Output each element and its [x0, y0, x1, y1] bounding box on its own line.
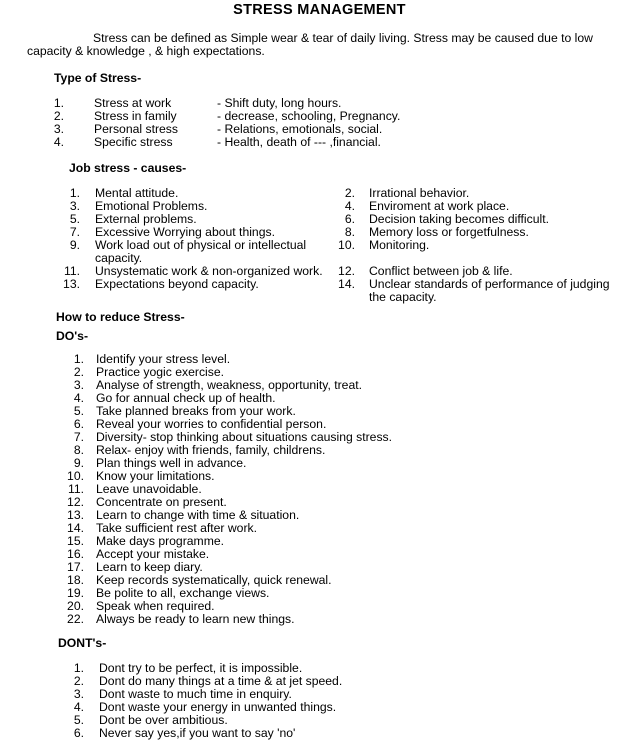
- do-item-number: 8.: [73, 443, 84, 457]
- type-number: 1.: [53, 96, 64, 110]
- job-cause-item: Monitoring.: [369, 238, 430, 252]
- do-item-number: 9.: [73, 456, 84, 470]
- type-description: - Shift duty, long hours.: [217, 96, 342, 110]
- job-cause-number: 13.: [63, 277, 80, 291]
- job-cause-number: 1.: [69, 186, 80, 200]
- type-number: 4.: [53, 135, 64, 149]
- do-item-number: 16.: [67, 547, 84, 561]
- do-item-number: 11.: [67, 482, 84, 496]
- do-item: Learn to change with time & situation.: [96, 508, 300, 522]
- do-item: Concentrate on present.: [96, 495, 227, 509]
- type-name: Stress at work: [94, 96, 172, 110]
- job-cause-number: 2.: [344, 186, 355, 200]
- job-cause-number: 10.: [338, 238, 355, 252]
- do-item-number: 15.: [67, 534, 84, 548]
- job-cause-item: Expectations beyond capacity.: [95, 277, 259, 291]
- do-item: Plan things well in advance.: [96, 456, 247, 470]
- do-item: Practice yogic exercise.: [96, 365, 225, 379]
- do-item: Go for annual check up of health.: [96, 391, 276, 405]
- do-item: Always be ready to learn new things.: [96, 612, 295, 626]
- job-cause-item: Decision taking becomes difficult.: [369, 212, 549, 226]
- job-cause-number: 9.: [69, 238, 80, 252]
- dont-item-number: 2.: [73, 674, 84, 688]
- job-cause-number: 6.: [344, 212, 355, 226]
- do-item-number: 20.: [67, 599, 84, 613]
- dont-item-number: 3.: [73, 687, 84, 701]
- do-item-number: 2.: [73, 365, 84, 379]
- do-item-number: 13.: [67, 508, 84, 522]
- job-cause-item: Unsystematic work & non-organized work.: [95, 264, 323, 278]
- dont-item: Dont be over ambitious.: [99, 713, 228, 727]
- do-item-number: 19.: [67, 586, 84, 600]
- job-cause-item: Memory loss or forgetfulness.: [369, 225, 529, 239]
- do-item-number: 18.: [67, 573, 84, 587]
- type-name: Stress in family: [94, 109, 177, 123]
- job-cause-number: 5.: [69, 212, 80, 226]
- donts-heading: DONT's-: [58, 636, 107, 650]
- do-item-number: 3.: [73, 378, 84, 392]
- type-number: 3.: [53, 122, 64, 136]
- do-item-number: 6.: [73, 417, 84, 431]
- reduce-heading: How to reduce Stress-: [56, 310, 185, 324]
- dont-item: Dont waste to much time in enquiry.: [99, 687, 292, 701]
- do-item-number: 1.: [73, 352, 84, 366]
- type-name: Specific stress: [94, 135, 173, 149]
- dont-item-number: 1.: [73, 661, 84, 675]
- job-cause-item: Emotional Problems.: [95, 199, 208, 213]
- dos-heading: DO's-: [56, 329, 89, 343]
- job-cause-number: 12.: [338, 264, 355, 278]
- do-item: Leave unavoidable.: [96, 482, 202, 496]
- do-item: Learn to keep diary.: [96, 560, 203, 574]
- do-item-number: 14.: [67, 521, 84, 535]
- job-cause-item: Irrational behavior.: [369, 186, 470, 200]
- types-heading: Type of Stress-: [54, 71, 142, 85]
- intro-line-2: capacity & knowledge , & high expectations.: [27, 44, 265, 58]
- do-item: Take planned breaks from your work.: [96, 404, 296, 418]
- job-cause-number: 11.: [63, 264, 80, 278]
- do-item: Identify your stress level.: [96, 352, 231, 366]
- type-number: 2.: [53, 109, 64, 123]
- dont-item-number: 4.: [73, 700, 84, 714]
- job-cause-number: 3.: [69, 199, 80, 213]
- do-item: Make days programme.: [96, 534, 225, 548]
- job-cause-item: Work load out of physical or intellectual: [95, 238, 307, 252]
- dont-item: Dont do many things at a time & at jet speed.: [99, 674, 343, 688]
- do-item: Take sufficient rest after work.: [96, 521, 257, 535]
- do-item-number: 17.: [67, 560, 84, 574]
- job-cause-item: External problems.: [95, 212, 197, 226]
- intro-line-1: Stress can be defined as Simple wear & tear of daily living. Stress may be caused due to low: [93, 31, 593, 45]
- dont-item-number: 5.: [73, 713, 84, 727]
- job-cause-item: the capacity.: [369, 290, 437, 304]
- type-name: Personal stress: [94, 122, 178, 136]
- job-stress-heading: Job stress - causes-: [69, 161, 187, 175]
- dont-item-number: 6.: [73, 726, 84, 740]
- type-description: - decrease, schooling, Pregnancy.: [217, 109, 401, 123]
- do-item-number: 10.: [67, 469, 84, 483]
- do-item: Keep records systematically, quick renewal.: [96, 573, 332, 587]
- type-description: - Health, death of --- ,financial.: [217, 135, 381, 149]
- do-item: Reveal your worries to confidential person.: [96, 417, 327, 431]
- job-cause-number: 14.: [338, 277, 355, 291]
- do-item: Accept your mistake.: [96, 547, 210, 561]
- job-cause-item: Conflict between job & life.: [369, 264, 513, 278]
- dont-item: Dont waste your energy in unwanted things.: [99, 700, 337, 714]
- job-cause-item: Mental attitude.: [95, 186, 179, 200]
- job-cause-number: 7.: [69, 225, 80, 239]
- dont-item: Never say yes,if you want to say 'no': [99, 726, 296, 740]
- job-cause-item: capacity.: [95, 251, 143, 265]
- job-cause-item: Unclear standards of performance of judging: [369, 277, 610, 291]
- do-item: Relax- enjoy with friends, family, childrens.: [96, 443, 326, 457]
- job-cause-item: Excessive Worrying about things.: [95, 225, 275, 239]
- dont-item: Dont try to be perfect, it is impossible.: [99, 661, 303, 675]
- do-item: Analyse of strength, weakness, opportunity, treat.: [96, 378, 363, 392]
- do-item-number: 7.: [73, 430, 84, 444]
- do-item-number: 4.: [73, 391, 84, 405]
- do-item: Be polite to all, exchange views.: [96, 586, 270, 600]
- job-cause-number: 8.: [344, 225, 355, 239]
- do-item: Diversity- stop thinking about situations causing stress.: [96, 430, 393, 444]
- type-description: - Relations, emotionals, social.: [217, 122, 383, 136]
- do-item-number: 12.: [67, 495, 84, 509]
- job-cause-number: 4.: [344, 199, 355, 213]
- do-item: Speak when required.: [96, 599, 215, 613]
- do-item-number: 22.: [67, 612, 84, 626]
- job-cause-item: Enviroment at work place.: [369, 199, 510, 213]
- page-title: STRESS MANAGEMENT: [233, 2, 406, 18]
- do-item: Know your limitations.: [96, 469, 215, 483]
- do-item-number: 5.: [73, 404, 84, 418]
